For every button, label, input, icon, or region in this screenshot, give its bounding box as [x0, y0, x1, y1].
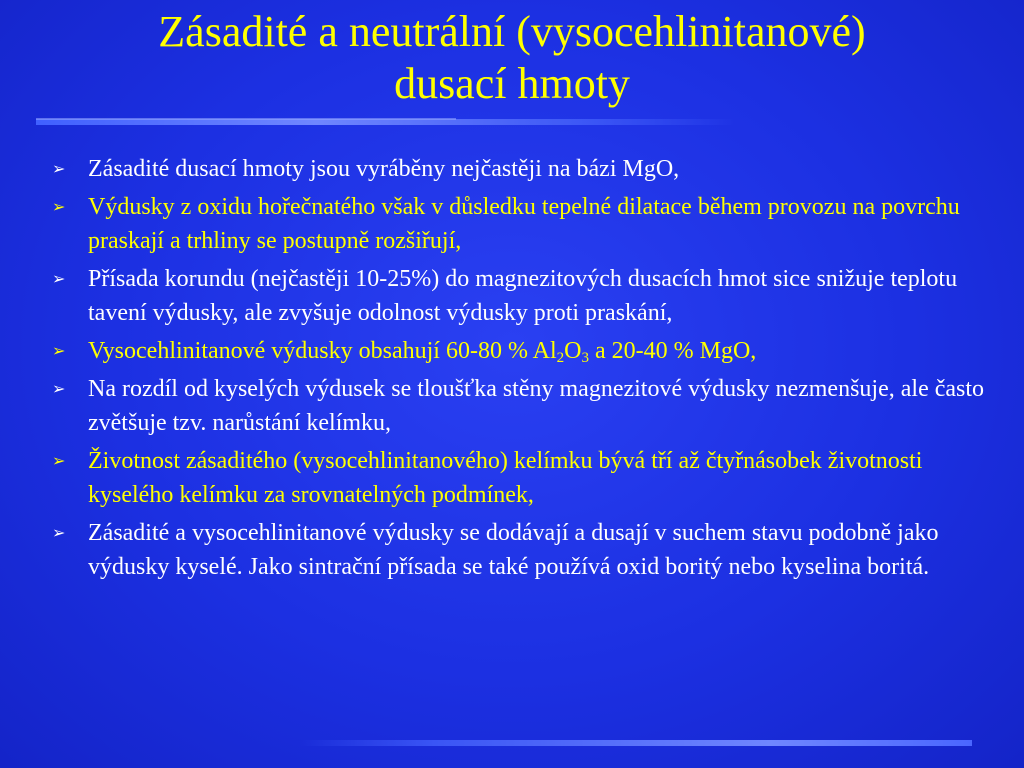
bullet-text-end: a 20-40 % MgO,	[588, 338, 757, 364]
title-divider-highlight	[36, 118, 456, 120]
arrow-bullet-icon: ➢	[52, 451, 66, 470]
title-line-2: dusací hmoty	[394, 59, 630, 108]
arrow-bullet-icon: ➢	[52, 523, 66, 542]
bullet-text: Zásadité a vysocehlinitanové výdusky se dodávají a dusají v suchem stavu podobně jako výdusky kyselé. Jako sintrační přísada se také používá oxid boritý nebo kyselina boritá.	[88, 520, 939, 580]
bullet-text-mid: O	[564, 338, 582, 364]
bullet-item-1	[48, 152, 988, 186]
bullet-text: Výdusky z oxidu hořečnatého však v důsledku tepelné dilatace během provozu na povrchu praskají a trhliny se postupně rozšiřují,	[88, 194, 960, 254]
arrow-bullet-icon: ➢	[52, 269, 66, 288]
arrow-bullet-icon: ➢	[52, 197, 66, 216]
slide-title	[40, 6, 984, 110]
bullet-item-7	[48, 516, 988, 584]
arrow-bullet-icon: ➢	[52, 159, 66, 178]
bullet-item-3	[48, 262, 988, 330]
footer-divider	[300, 740, 972, 746]
bullet-text-start: Vysocehlinitanové výdusky obsahují 60-80 % Al	[88, 338, 557, 364]
bullet-text: Přísada korundu (nejčastěji 10-25%) do magnezitových dusacích hmot sice snižuje teplotu tavení výdusky, ale zvyšuje odolnost výdusky proti praskání,	[88, 266, 958, 326]
bullet-list	[48, 152, 988, 588]
bullet-text: Na rozdíl od kyselých výdusek se tloušťka stěny magnezitové výdusky nezmenšuje, ale často zvětšuje tzv. narůstání kelímku,	[88, 376, 985, 436]
subscript-3: 3	[581, 350, 589, 366]
bullet-item-5	[48, 372, 988, 440]
bullet-item-2	[48, 190, 988, 258]
bullet-text	[88, 338, 756, 364]
bullet-text: Životnost zásaditého (vysocehlinitanového) kelímku bývá tří až čtyřnásobek životnosti kyselého kelímku za srovnatelných podmínek,	[88, 448, 923, 508]
title-line-1: Zásadité a neutrální (vysocehlinitanové)	[158, 7, 866, 56]
bullet-text: Zásadité dusací hmoty jsou vyráběny nejčastěji na bázi MgO,	[88, 156, 680, 182]
arrow-bullet-icon: ➢	[52, 341, 66, 360]
subscript-2: 2	[556, 350, 565, 366]
bullet-item-4	[48, 334, 988, 368]
bullet-item-6	[48, 444, 988, 512]
arrow-bullet-icon: ➢	[52, 379, 66, 398]
